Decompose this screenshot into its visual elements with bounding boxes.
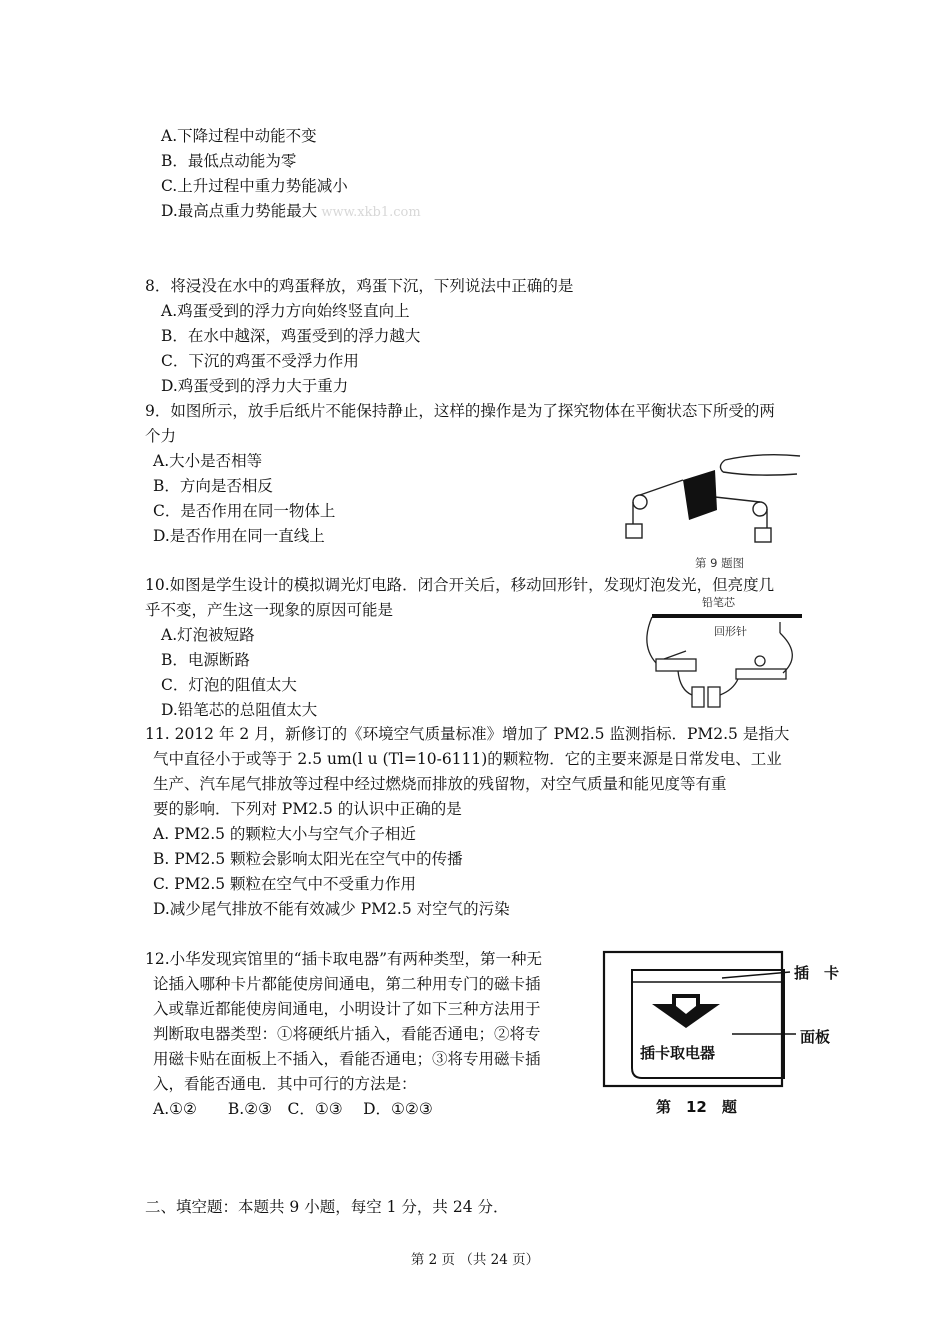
q8-option-b: B．在水中越深，鸡蛋受到的浮力越大 <box>161 327 421 345</box>
q9-option-a: A.大小是否相等 <box>153 452 263 470</box>
q12-panel-label: 面板 <box>800 1028 831 1046</box>
q7-option-a: A.下降过程中动能不变 <box>161 127 317 145</box>
q9-stem-line2: 个力 <box>145 427 177 445</box>
q8-option-a: A.鸡蛋受到的浮力方向始终竖直向上 <box>161 302 410 320</box>
q9-hand <box>723 455 800 475</box>
q7-option-b: B．最低点动能为零 <box>161 152 297 170</box>
q11-option-a: A. PM2.5 的颗粒大小与空气介子相近 <box>153 825 416 843</box>
q12-figure-caption: 第 12 题 <box>656 1098 737 1116</box>
q12-figure <box>602 948 848 1124</box>
q9-option-b: B．方向是否相反 <box>153 477 273 495</box>
section-2-heading: 二、填空题：本题共 9 小题，每空 1 分，共 24 分． <box>145 1198 509 1216</box>
q9-figure <box>625 452 810 574</box>
q8-option-d: D.鸡蛋受到的浮力大于重力 <box>161 377 349 395</box>
q9-paper-card <box>683 470 717 520</box>
q10-label-clip: 回形针 <box>714 625 747 638</box>
q12-stem-line1: 12.小华发现宾馆里的“插卡取电器”有两种类型，第一种无 <box>145 950 543 968</box>
q12-stem-line3: 入或靠近都能使房间通电，小明设计了如下三种方法用于 <box>153 1000 541 1018</box>
q10-figure <box>638 595 810 733</box>
q9-option-c: C．是否作用在同一物体上 <box>153 502 336 520</box>
q12-device-label: 插卡取电器 <box>640 1044 716 1062</box>
q10-stem-line2: 乎不变，产生这一现象的原因可能是 <box>145 601 394 619</box>
q9-weight-left <box>626 524 642 538</box>
q10-option-b: B．电源断路 <box>161 651 250 669</box>
q10-bulb-base <box>736 669 786 679</box>
q11-option-b: B. PM2.5 颗粒会影响太阳光在空气中的传播 <box>153 850 463 868</box>
q9-weight-right <box>755 528 771 542</box>
q10-pencil-lead <box>652 614 802 618</box>
q9-option-d: D.是否作用在同一直线上 <box>153 527 325 545</box>
q11-stem-line3: 生产、汽车尾气排放等过程中经过燃烧而排放的残留物，对空气质量和能见度等有重 <box>153 775 727 793</box>
q10-option-a: A.灯泡被短路 <box>161 626 255 644</box>
q12-stem-line2: 论插入哪种卡片都能使房间通电，第二种用专门的磁卡插 <box>153 975 541 993</box>
q11-option-d: D.减少尾气排放不能有效减少 PM2.5 对空气的污染 <box>153 900 510 918</box>
q12-stem-line4: 判断取电器类型：①将硬纸片插入，看能否通电；②将专 <box>153 1025 541 1043</box>
q10-label-pencil: 铅笔芯 <box>702 596 735 609</box>
q10-bulb <box>755 656 765 666</box>
q10-battery-1 <box>692 687 704 707</box>
q11-option-c: C. PM2.5 颗粒在空气中不受重力作用 <box>153 875 417 893</box>
q10-battery-2 <box>708 687 720 707</box>
q7-option-c: C.上升过程中重力势能减小 <box>161 177 348 195</box>
q7-option-d: D.最高点重力势能最大 www.xkb1.com <box>161 202 421 220</box>
q10-option-d: D.铅笔芯的总阻值太大 <box>161 701 318 719</box>
q12-stem-line5: 用磁卡贴在面板上不插入，看能否通电；③将专用磁卡插 <box>153 1050 541 1068</box>
q11-stem-line2: 气中直径小于或等于 2.5 um(l u (Tl=10-6111)的颗粒物．它的主要来源是日常发电、工业 <box>153 750 782 768</box>
q12-card-label: 插 卡 <box>794 964 840 982</box>
q8-stem: 8．将浸没在水中的鸡蛋释放，鸡蛋下沉，下列说法中正确的是 <box>145 277 574 295</box>
q10-switch <box>656 659 696 671</box>
q9-stem-line1: 9．如图所示，放手后纸片不能保持静止，这样的操作是为了探究物体在平衡状态下所受的两 <box>145 402 775 420</box>
q8-option-c: C．下沉的鸡蛋不受浮力作用 <box>161 352 359 370</box>
q9-figure-caption: 第 9 题图 <box>695 556 745 570</box>
q12-stem-line6: 入，看能否通电．其中可行的方法是： <box>153 1075 417 1093</box>
page-footer: 第 2 页 （共 24 页） <box>410 1252 540 1268</box>
q10-stem-line1: 10.如图是学生设计的模拟调光灯电路．闭合开关后，移动回形针，发现灯泡发光，但亮度几 <box>145 576 775 594</box>
q11-stem-line1: 11. 2012 年 2 月，新修订的《环境空气质量标准》增加了 PM2.5 监测指标．PM2.5 是指大 <box>145 725 790 743</box>
q12-options: A.①② B.②③ C．①③ D．①②③ <box>153 1100 433 1118</box>
watermark: www.xkb1.com <box>321 205 421 220</box>
q10-option-c: C．灯泡的阻值太大 <box>161 676 297 694</box>
q11-stem-line4: 要的影响．下列对 PM2.5 的认识中正确的是 <box>153 800 462 818</box>
